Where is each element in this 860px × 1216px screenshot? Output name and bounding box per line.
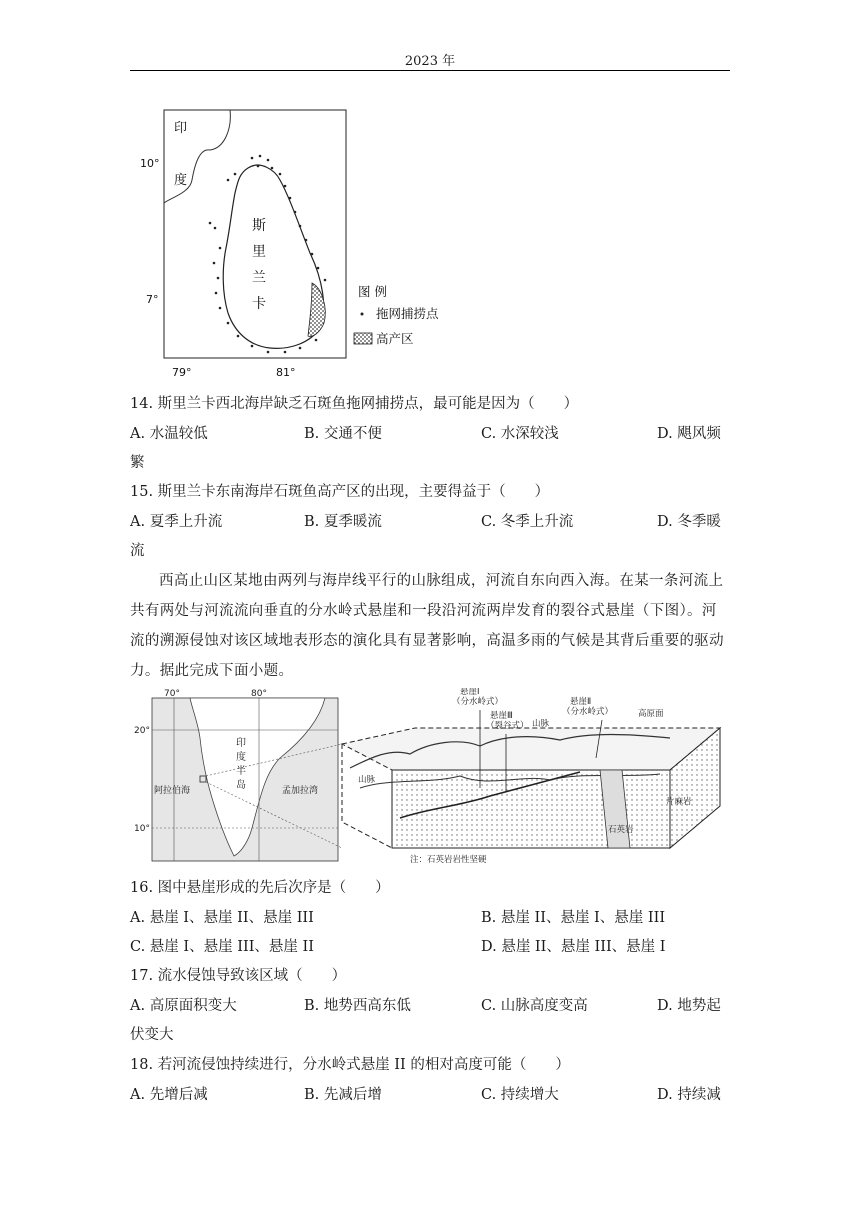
- peninsula-char-3: 半: [236, 766, 246, 777]
- bay-of-bengal-label: 孟加拉湾: [282, 786, 319, 796]
- sri-lanka-char-3: 兰: [252, 270, 266, 286]
- q17-option-a[interactable]: A. 高原面积变大: [130, 998, 237, 1014]
- legend-title: 图 例: [358, 284, 387, 299]
- q15-option-a[interactable]: A. 夏季上升流: [130, 514, 223, 530]
- q16-stem: 16. 图中悬崖形成的先后次序是（ ）: [130, 880, 390, 896]
- quartzite-label: 石英岩: [608, 825, 634, 835]
- cliff2-label: 悬崖Ⅱ: [570, 697, 592, 707]
- q18-option-c[interactable]: C. 持续增大: [481, 1087, 559, 1103]
- q15-option-d-cont: 流: [130, 543, 145, 559]
- lat-7-label: 7°: [146, 293, 159, 306]
- q14-option-d[interactable]: D. 飓风频: [657, 426, 721, 442]
- arabian-sea-label: 阿拉伯海: [154, 786, 191, 796]
- mountain2-label: 山脉: [358, 775, 376, 785]
- page-header: 2023 年: [404, 54, 456, 69]
- q15-option-b[interactable]: B. 夏季暖流: [304, 514, 382, 530]
- sri-lanka-char-1: 斯: [252, 218, 266, 234]
- q17-option-d[interactable]: D. 地势起: [657, 998, 721, 1014]
- peninsula-char-2: 度: [236, 752, 246, 763]
- legend-area-label: 高产区: [376, 331, 414, 346]
- q15-stem: 15. 斯里兰卡东南海岸石斑鱼高产区的出现，主要得益于（ ）: [130, 484, 550, 500]
- q14-option-b[interactable]: B. 交通不便: [304, 426, 382, 442]
- q16-option-b[interactable]: B. 悬崖 II、悬崖 I、悬崖 III: [481, 910, 666, 926]
- figure-note: 注：石英岩岩性坚硬: [410, 855, 487, 865]
- q17-option-c[interactable]: C. 山脉高度变高: [481, 998, 588, 1014]
- cliff1-sub-label: （分水岭式）: [452, 697, 504, 707]
- lon-80-label: 80°: [251, 689, 267, 699]
- sri-lanka-map: [140, 108, 470, 388]
- q16-option-d[interactable]: D. 悬崖 II、悬崖 III、悬崖 I: [481, 939, 666, 955]
- block-top: [342, 728, 720, 770]
- q15-option-c[interactable]: C. 冬季上升流: [481, 514, 574, 530]
- q15-option-d[interactable]: D. 冬季暖: [657, 514, 721, 530]
- western-ghats-figure: [130, 688, 730, 868]
- cliff1-label: 悬崖Ⅰ: [460, 688, 480, 697]
- q16-option-c[interactable]: C. 悬崖 I、悬崖 III、悬崖 II: [130, 939, 314, 955]
- q17-stem: 17. 流水侵蚀导致该区域（ ）: [130, 968, 347, 984]
- plateau-label: 高原面: [638, 709, 664, 719]
- mountain1-label: 山脉: [532, 719, 550, 729]
- lat-10-label-2: 10°: [134, 824, 150, 834]
- peninsula-char-1: 印: [236, 738, 246, 749]
- q17-option-b[interactable]: B. 地势西高东低: [304, 998, 411, 1014]
- legend-dot-label: 拖网捕捞点: [376, 306, 439, 321]
- q16-option-a[interactable]: A. 悬崖 I、悬崖 II、悬崖 III: [130, 910, 314, 926]
- q14-option-c[interactable]: C. 水深较浅: [481, 426, 559, 442]
- q18-option-a[interactable]: A. 先增后减: [130, 1087, 208, 1103]
- header-rule: [130, 70, 730, 71]
- lat-20-label: 20°: [134, 726, 150, 736]
- legend-area-symbol: [354, 333, 372, 344]
- q14-option-d-cont: 繁: [130, 455, 145, 471]
- gneiss-label: 片麻岩: [666, 797, 692, 807]
- q14-stem: 14. 斯里兰卡西北海岸缺乏石斑鱼拖网捕捞点，最可能是因为（ ）: [130, 396, 579, 412]
- lat-10-label: 10°: [140, 157, 160, 170]
- q18-option-d[interactable]: D. 持续减: [657, 1087, 721, 1103]
- lon-79-label: 79°: [172, 366, 192, 379]
- lon-81-label: 81°: [276, 366, 296, 379]
- q18-stem: 18. 若河流侵蚀持续进行，分水岭式悬崖 II 的相对高度可能（ ）: [130, 1057, 570, 1073]
- cliff3-label: 悬崖Ⅲ: [490, 711, 513, 721]
- q18-option-b[interactable]: B. 先减后增: [304, 1087, 382, 1103]
- q17-option-d-cont: 伏变大: [130, 1027, 174, 1043]
- cliff3-sub-label: （裂谷式）: [486, 721, 529, 731]
- lon-70-label: 70°: [164, 689, 180, 699]
- sri-lanka-char-4: 卡: [252, 296, 266, 312]
- india-label-2: 度: [174, 173, 188, 188]
- passage-text: 西高止山区某地由两列与海岸线平行的山脉组成，河流自东向西入海。在某一条河流上共有两处与河流流向垂直的分水岭式悬崖和一段沿河流两岸发育的裂谷式悬崖（下图）。河流的溯源侵蚀对该区域地表形态的演化具有显著影响，高温多雨的气候是其背后重要的驱动力。据此完成下面小题。: [130, 573, 724, 679]
- peninsula-char-4: 岛: [236, 780, 246, 791]
- cliff2-sub-label: （分水岭式）: [562, 707, 614, 717]
- india-label-1: 印: [174, 121, 188, 136]
- legend-dot-symbol: [361, 313, 364, 316]
- sri-lanka-char-2: 里: [252, 244, 266, 260]
- q14-option-a[interactable]: A. 水温较低: [130, 426, 208, 442]
